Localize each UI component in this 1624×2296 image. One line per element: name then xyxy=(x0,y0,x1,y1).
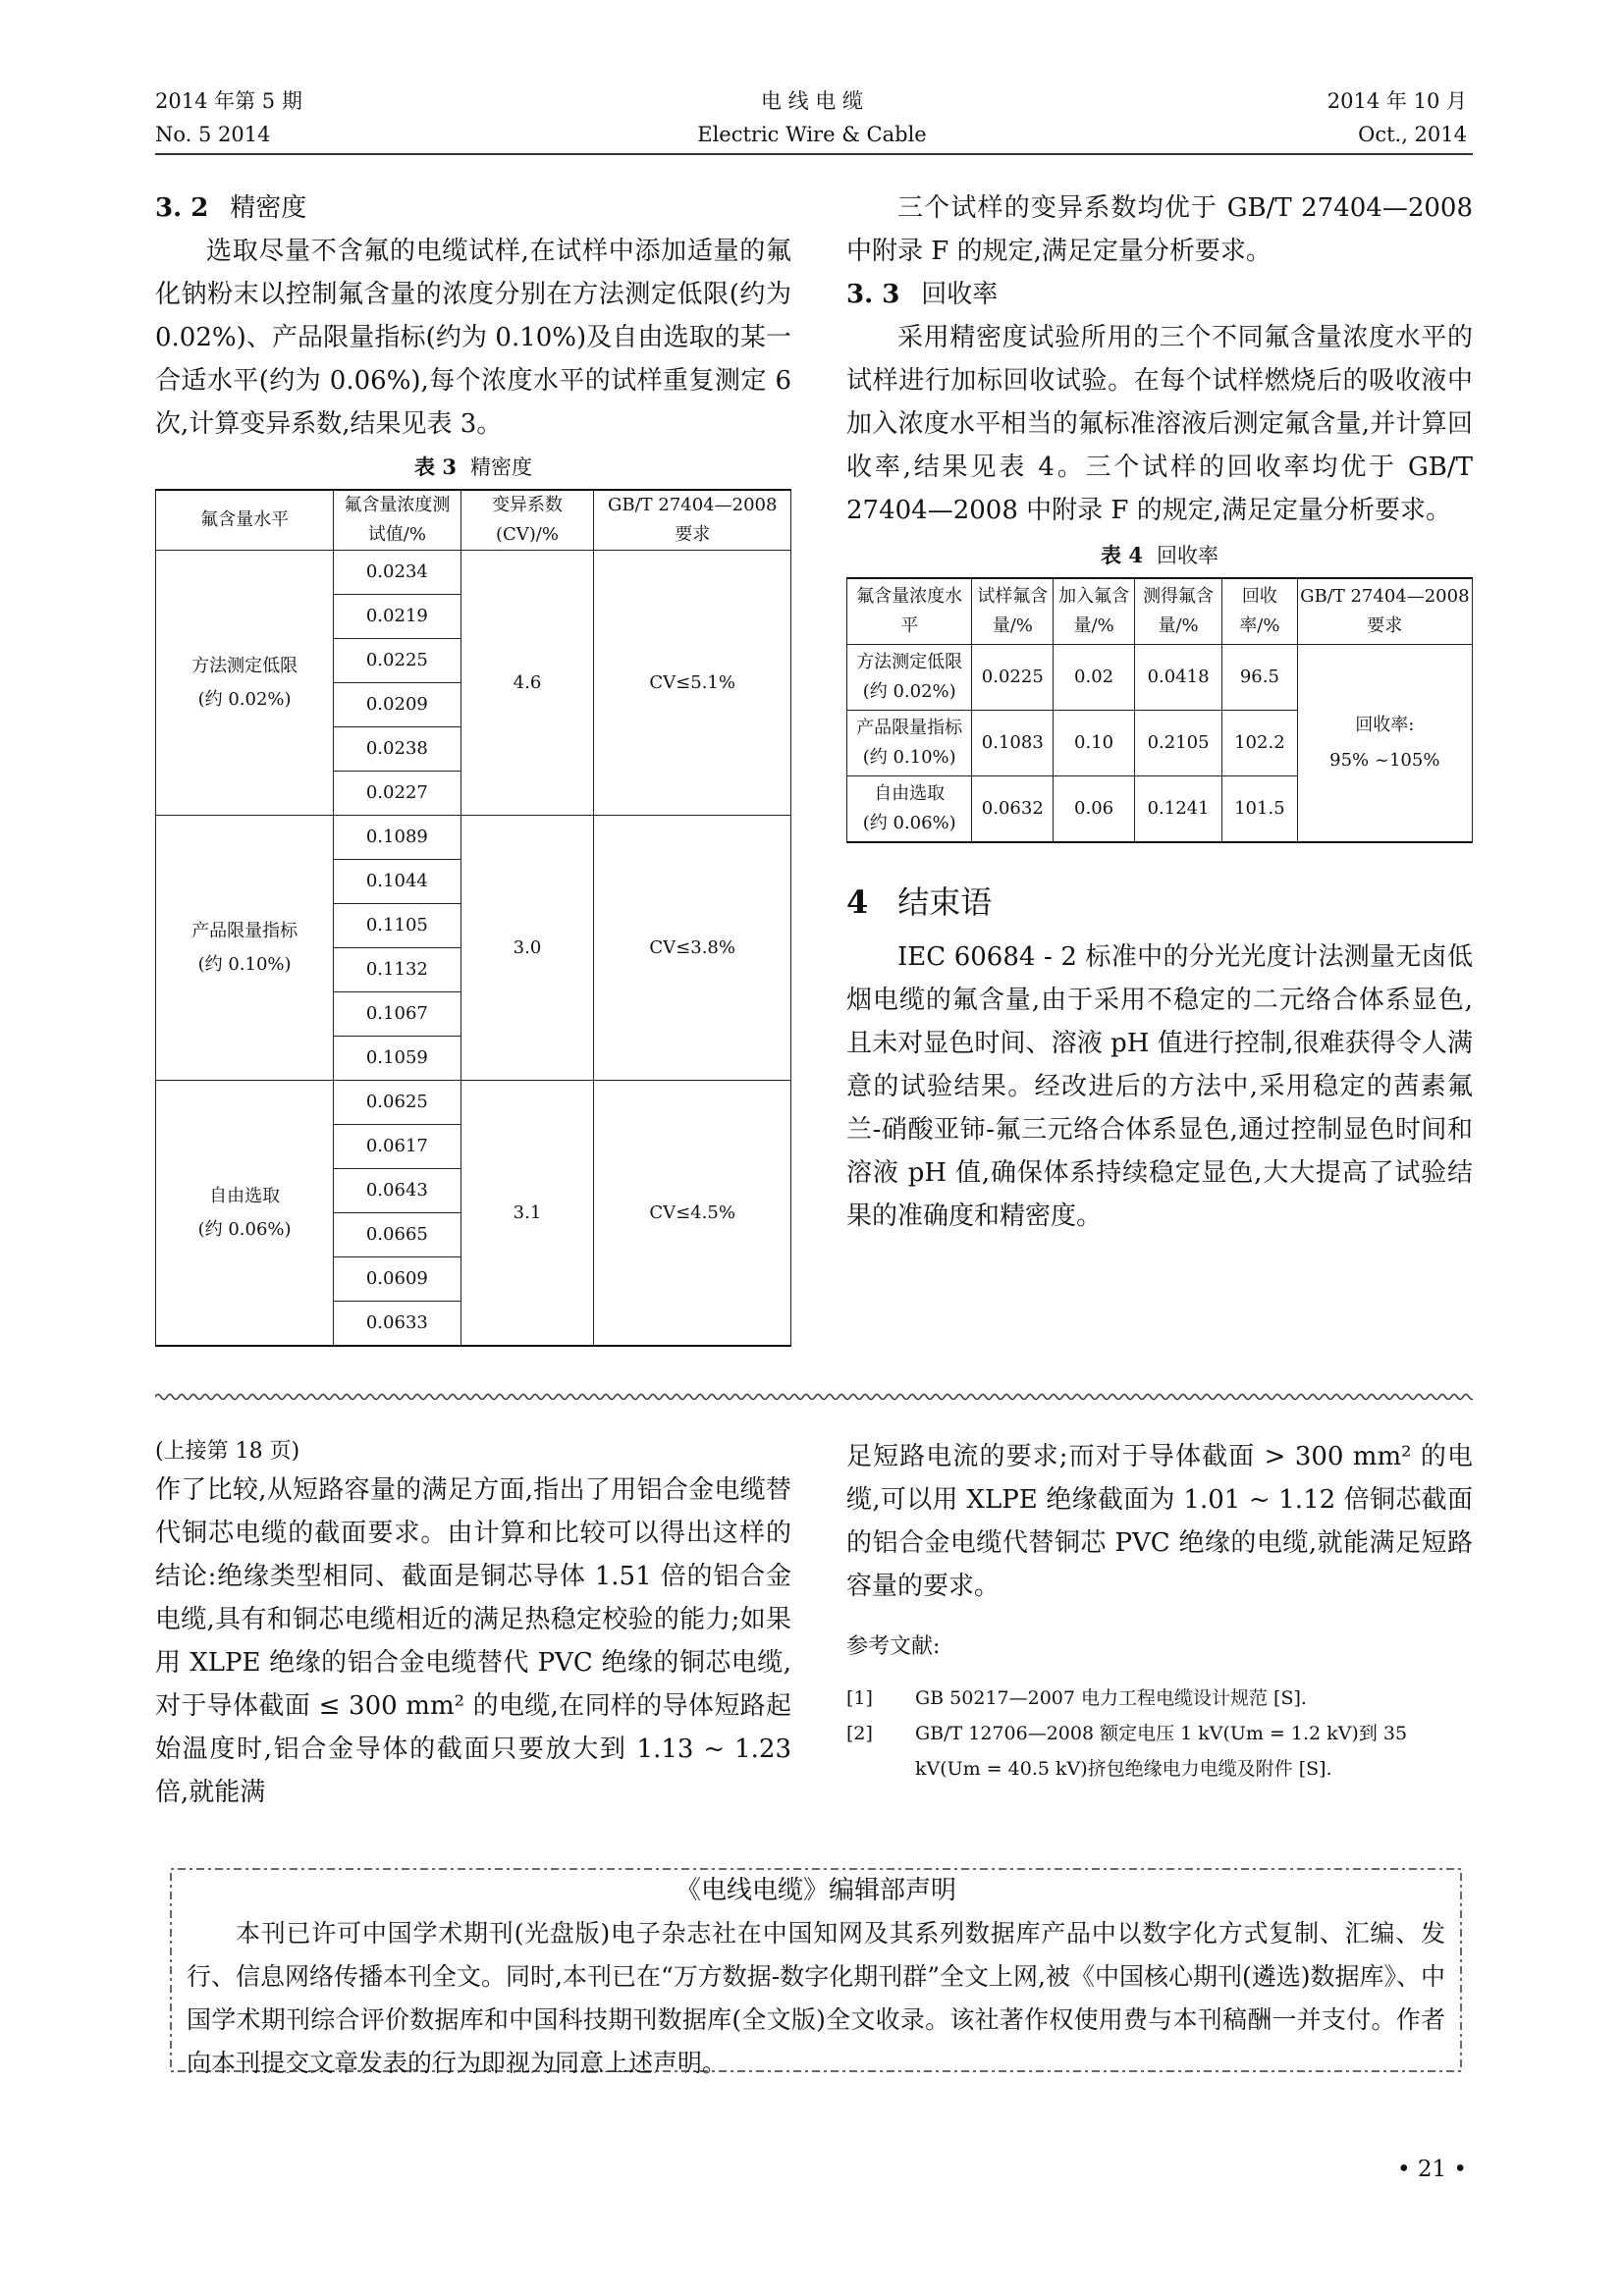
cv-cell: 3.1 xyxy=(460,1081,594,1347)
table-row xyxy=(156,816,791,860)
level-name: 自由选取 xyxy=(209,1185,281,1206)
measured-value-cell: 0.1044 xyxy=(334,860,460,904)
section-3-2-paragraph: 选取尽量不含氟的电缆试样,在试样中添加适量的氟化钠粉末以控制氟含量的浓度分别在方法测定低限(约为 0.02%)、产品限量指标(约为 0.10%)及自由选取的某一合适水平(约为 0.06%),每个浓度水平的试样重复测定 6 次,计算变异系数,结果见表 3。 xyxy=(155,237,791,439)
measured-value-cell: 0.1059 xyxy=(334,1037,460,1081)
reference-item xyxy=(846,1716,1473,1787)
fluorine-level-cell xyxy=(847,711,972,776)
section-4-paragraph: IEC 60684 - 2 标准中的分光光度计法测量无卤低烟电缆的氟含量,由于采用不稳定的二元络合体系显色,且未对显色时间、溶液 pH 值进行控制,很难获得令人满意的试验结果。经改进后的方法中,采用稳定的茜素氟兰-硝酸亚铈-氟三元络合体系显色,通过控制显色时间和溶液 pH 值,确保体系持续稳定显色,大大提高了试验结果的准确度和精密度。 xyxy=(846,942,1473,1231)
continued-left xyxy=(155,1435,791,1814)
table-row xyxy=(156,551,791,595)
table3-header-row xyxy=(156,490,791,551)
requirement-cell: CV≤3.8% xyxy=(594,816,791,1081)
table4-header: 试样氟含量/% xyxy=(972,578,1054,645)
continued-note: (上接第 18 页) xyxy=(155,1439,300,1464)
level-approx: (约 0.06%) xyxy=(862,813,956,833)
table3 xyxy=(155,489,791,1347)
section-3-2-heading: 3. 2 精密度 xyxy=(155,193,307,223)
measured-value-cell: 0.1132 xyxy=(334,948,460,992)
table4 xyxy=(846,577,1473,843)
sample-cell: 0.0632 xyxy=(972,776,1054,843)
requirement-cell xyxy=(1297,645,1472,843)
editorial-notice xyxy=(167,1865,1465,2075)
section-3-3-heading: 3. 3 回收率 xyxy=(846,280,999,309)
reference-text: GB/T 12706—2008 额定电压 1 kV(Um = 1.2 kV)到 35 kV(Um = 40.5 kV)挤包绝缘电力电缆及附件 [S]. xyxy=(915,1723,1408,1780)
table3-header: 氟含量水平 xyxy=(156,490,334,551)
measured-value-cell: 0.0238 xyxy=(334,727,460,772)
references-list xyxy=(846,1681,1473,1787)
fluorine-level-cell xyxy=(156,1081,334,1347)
measured-value-cell: 0.0227 xyxy=(334,772,460,816)
issue-label-en: No. 5 2014 xyxy=(155,123,271,146)
added-cell: 0.10 xyxy=(1054,711,1135,776)
recovery-cell: 101.5 xyxy=(1222,776,1297,843)
continued-right xyxy=(846,1435,1473,1787)
date-label: 2014 年 10 月 xyxy=(1326,89,1467,113)
sample-cell: 0.0225 xyxy=(972,645,1054,711)
journal-title-en: Electric Wire & Cable xyxy=(697,123,927,146)
table3-header: 氟含量浓度测试值/% xyxy=(334,490,460,551)
references-title: 参考文献: xyxy=(846,1634,941,1659)
level-approx: (约 0.06%) xyxy=(197,1218,292,1240)
reference-text: GB 50217—2007 电力工程电缆设计规范 [S]. xyxy=(915,1687,1307,1709)
cv-cell: 4.6 xyxy=(460,551,594,816)
level-name: 产品限量指标 xyxy=(191,920,298,941)
measured-cell: 0.2105 xyxy=(1134,711,1221,776)
precision-conclusion: 三个试样的变异系数均优于 GB/T 27404—2008 中附录 F 的规定,满足定量分析要求。 xyxy=(846,193,1473,266)
section-4-heading: 4 结束语 xyxy=(846,883,993,921)
level-approx: (约 0.02%) xyxy=(197,688,292,710)
requirement-line: 95% ~105% xyxy=(1329,750,1440,771)
reference-number: [2] xyxy=(846,1723,873,1744)
sample-cell: 0.1083 xyxy=(972,711,1054,776)
notice-title: 《电线电缆》编辑部声明 xyxy=(675,1876,956,1905)
level-approx: (约 0.10%) xyxy=(197,953,292,975)
table-row xyxy=(156,1081,791,1125)
level-approx: (约 0.10%) xyxy=(862,747,956,768)
table4-header-row xyxy=(847,578,1473,645)
continued-paragraph-right: 足短路电流的要求;而对于导体截面 > 300 mm² 的电缆,可以用 XLPE 绝缘截面为 1.01 ~ 1.12 倍铜芯截面的铝合金电缆代替铜芯 PVC 绝缘的电缆,就能满足短路容量的要求。 xyxy=(846,1442,1473,1601)
measured-value-cell: 0.0219 xyxy=(334,595,460,639)
table4-header: 回收率/% xyxy=(1222,578,1297,645)
recovery-cell: 102.2 xyxy=(1222,711,1297,776)
table4-header: 氟含量浓度水平 xyxy=(847,578,972,645)
right-column xyxy=(846,187,1473,1238)
level-name: 方法测定低限 xyxy=(191,655,298,676)
table4-caption: 表 4 回收率 xyxy=(1101,543,1218,567)
measured-value-cell: 0.0617 xyxy=(334,1125,460,1169)
measured-value-cell: 0.0643 xyxy=(334,1169,460,1213)
requirement-line: 回收率: xyxy=(1355,715,1415,735)
header-right xyxy=(1327,84,1467,151)
section-3-3-paragraph: 采用精密度试验所用的三个不同氟含量浓度水平的试样进行加标回收试验。在每个试样燃烧后的吸收液中加入浓度水平相当的氟标准溶液后测定氟含量,并计算回收率,结果见表 4。三个试样的回收率均优于 GB/T 27404—2008 中附录 F 的规定,满足定量分析要求。 xyxy=(846,323,1473,525)
page-number: • 21 • xyxy=(1396,2157,1467,2182)
measured-value-cell: 0.0665 xyxy=(334,1213,460,1257)
measured-value-cell: 0.1105 xyxy=(334,904,460,948)
left-column xyxy=(155,187,791,1347)
measured-cell: 0.1241 xyxy=(1134,776,1221,843)
measured-value-cell: 0.0225 xyxy=(334,639,460,683)
notice-body: 本刊已许可中国学术期刊(光盘版)电子杂志社在中国知网及其系列数据库产品中以数字化方式复制、汇编、发行、信息网络传播本刊全文。同时,本刊已在“万方数据-数字化期刊群”全文上网,被《中国核心期刊(遴选)数据库》、中国学术期刊综合评价数据库和中国科技期刊数据库(全文版)全文收录。该社著作权使用费与本刊稿酬一并支付。作者向本刊提交文章发表的行为即视为同意上述声明。 xyxy=(187,1919,1445,2077)
requirement-cell: CV≤4.5% xyxy=(594,1081,791,1347)
table3-header: GB/T 27404—2008 要求 xyxy=(594,490,791,551)
reference-number: [1] xyxy=(846,1687,873,1709)
table4-header: 测得氟含量/% xyxy=(1134,578,1221,645)
table3-header: 变异系数(CV)/% xyxy=(460,490,594,551)
measured-value-cell: 0.1067 xyxy=(334,992,460,1037)
reference-item xyxy=(846,1681,1473,1716)
recovery-cell: 96.5 xyxy=(1222,645,1297,711)
added-cell: 0.06 xyxy=(1054,776,1135,843)
added-cell: 0.02 xyxy=(1054,645,1135,711)
fluorine-level-cell xyxy=(847,645,972,711)
fluorine-level-cell xyxy=(156,816,334,1081)
measured-cell: 0.0418 xyxy=(1134,645,1221,711)
level-name: 自由选取 xyxy=(874,783,946,804)
issue-label: 2014 年第 5 期 xyxy=(155,89,302,113)
wavy-divider xyxy=(155,1392,1473,1402)
date-label-en: Oct., 2014 xyxy=(1358,123,1467,146)
level-name: 产品限量指标 xyxy=(856,718,963,738)
fluorine-level-cell xyxy=(156,551,334,816)
header-rule xyxy=(155,153,1473,155)
table3-caption: 表 3 精密度 xyxy=(414,454,532,479)
level-approx: (约 0.02%) xyxy=(862,681,956,702)
continued-paragraph: 作了比较,从短路容量的满足方面,指出了用铝合金电缆替代铜芯电缆的截面要求。由计算和比较可以得出这样的结论:绝缘类型相同、截面是铜芯导体 1.51 倍的铝合金电缆,具有和铜芯电缆相近的满足热稳定校验的能力;如果用 XLPE 绝缘的铝合金电缆替代 PVC 绝缘的铜芯电缆,对于导体截面 ≤ 300 mm² 的电缆,在同样的导体短路起始温度时,铝合金导体的截面只要放大到 1.13 ~ 1.23 倍,就能满 xyxy=(155,1475,791,1807)
measured-value-cell: 0.0609 xyxy=(334,1257,460,1302)
measured-value-cell: 0.0625 xyxy=(334,1081,460,1125)
fluorine-level-cell xyxy=(847,776,972,843)
measured-value-cell: 0.0633 xyxy=(334,1302,460,1347)
cv-cell: 3.0 xyxy=(460,816,594,1081)
requirement-cell: CV≤5.1% xyxy=(594,551,791,816)
table4-header: 加入氟含量/% xyxy=(1054,578,1135,645)
level-name: 方法测定低限 xyxy=(856,652,963,672)
measured-value-cell: 0.1089 xyxy=(334,816,460,860)
table4-header: GB/T 27404—2008 要求 xyxy=(1297,578,1472,645)
measured-value-cell: 0.0234 xyxy=(334,551,460,595)
journal-title: 电 线 电 缆 xyxy=(760,89,864,113)
measured-value-cell: 0.0209 xyxy=(334,683,460,727)
table-row xyxy=(847,645,1473,711)
